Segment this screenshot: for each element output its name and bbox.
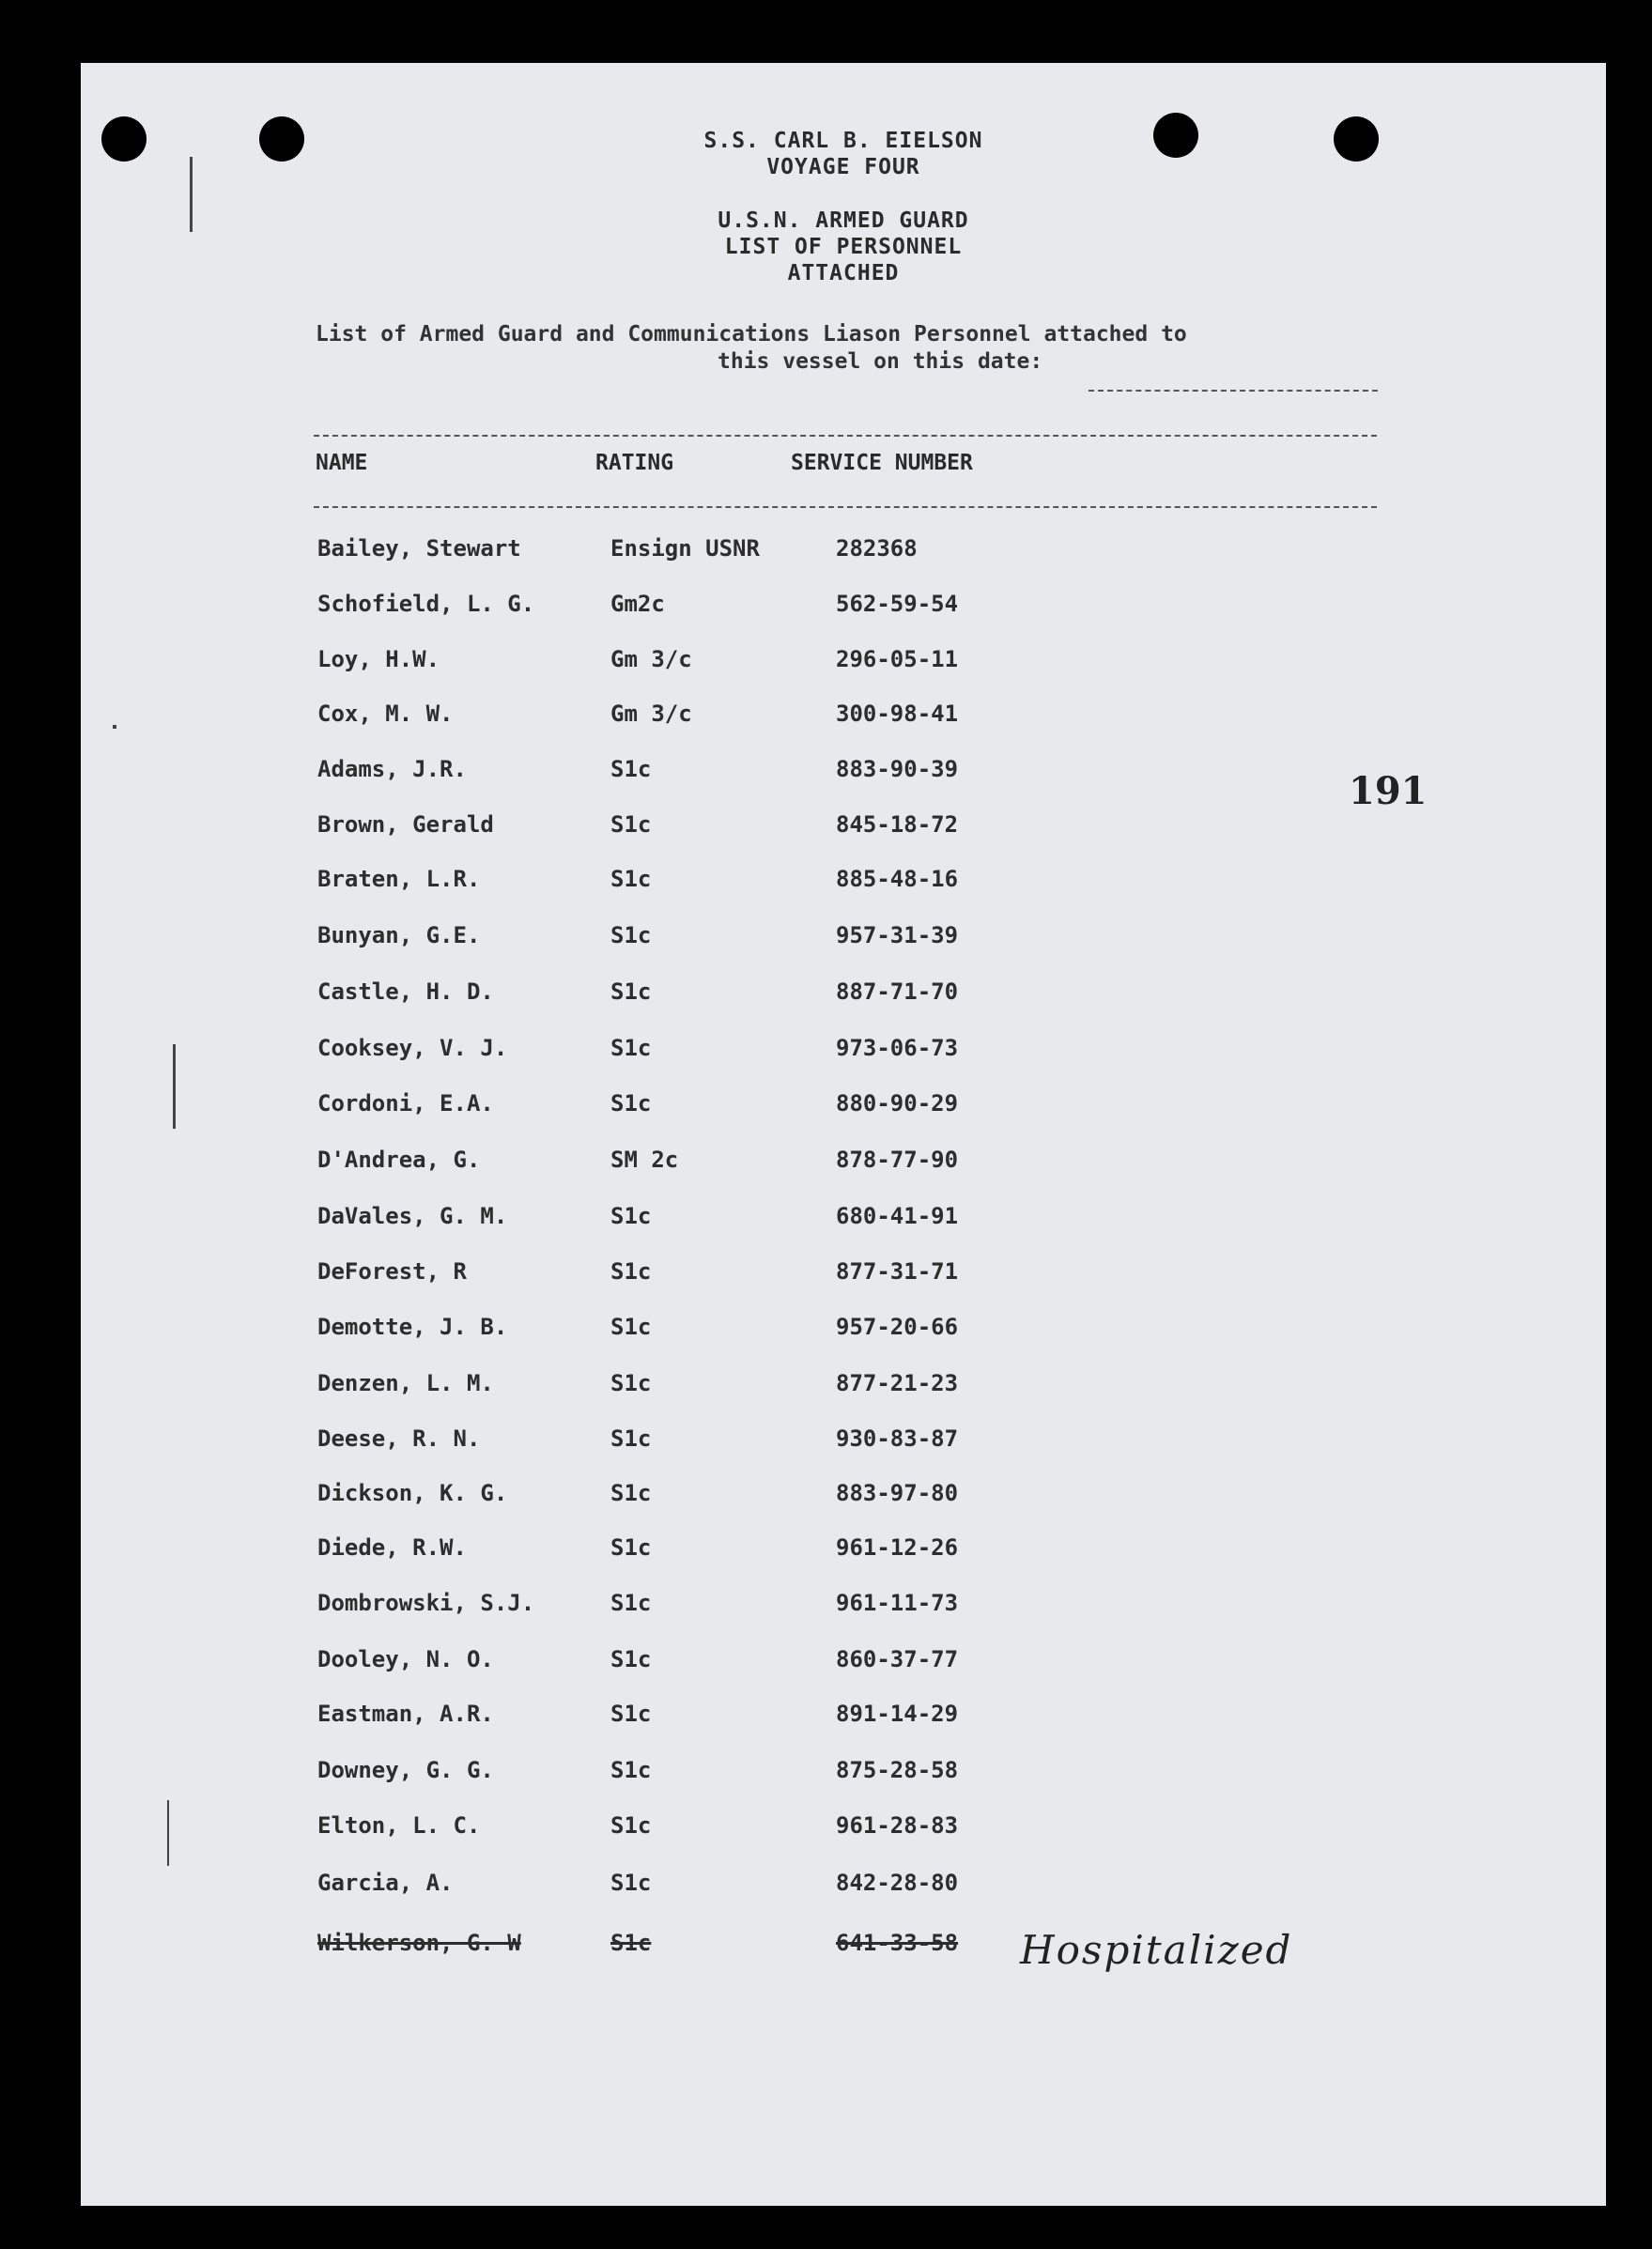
row-name: Bailey, Stewart [317,535,521,562]
row-service-number: 885-48-16 [836,866,959,892]
table-row [81,1370,1606,1408]
row-name: Cooksey, V. J. [317,1035,508,1061]
row-name: Wilkerson, G. W [317,1930,521,1956]
row-name: Diede, R.W. [317,1534,467,1561]
row-service-number: 875-28-58 [836,1757,959,1783]
table-row [81,811,1606,849]
table-row-struck [81,1930,1606,1967]
row-name: Dickson, K. G. [317,1480,508,1506]
row-name: Braten, L.R. [317,866,481,892]
row-service-number: 883-90-39 [836,756,959,782]
table-row [81,1701,1606,1738]
intro-line-1: List of Armed Guard and Communications Liason Personnel attached to [316,322,1187,347]
row-service-number: 891-14-29 [836,1701,959,1727]
row-rating: S1c [610,756,652,782]
table-row [81,591,1606,628]
page-number: 191 [1349,769,1428,813]
row-rating: S1c [610,1812,652,1839]
document-page [81,63,1606,2206]
row-rating: S1c [610,1480,652,1506]
table-row [81,1035,1606,1072]
row-service-number: 957-20-66 [836,1314,959,1340]
table-row [81,866,1606,903]
row-service-number: 842-28-80 [836,1870,959,1896]
table-row [81,1534,1606,1572]
row-rating: S1c [610,1930,652,1956]
row-service-number: 887-71-70 [836,978,959,1005]
row-service-number: 641-33-58 [836,1930,959,1956]
row-name: Brown, Gerald [317,811,494,838]
row-rating: S1c [610,1035,652,1061]
row-name: Demotte, J. B. [317,1314,508,1340]
row-service-number: 296-05-11 [836,646,959,672]
row-service-number: 300-98-41 [836,701,959,727]
row-name: Deese, R. N. [317,1425,481,1452]
row-service-number: 883-97-80 [836,1480,959,1506]
table-row [81,1757,1606,1795]
row-rating: SM 2c [610,1147,679,1173]
table-row [81,1147,1606,1184]
row-name: Downey, G. G. [317,1757,494,1783]
row-rating: S1c [610,1701,652,1727]
row-name: Bunyan, G.E. [317,922,481,948]
attached-title: ATTACHED [787,261,900,285]
row-service-number: 880-90-29 [836,1090,959,1117]
row-rating: Ensign USNR [610,535,760,562]
table-row [81,978,1606,1016]
row-rating: S1c [610,1090,652,1117]
row-name: Adams, J.R. [317,756,467,782]
table-row [81,1870,1606,1907]
row-service-number: 961-12-26 [836,1534,959,1561]
row-service-number: 877-21-23 [836,1370,959,1396]
table-header-rule [314,506,1377,508]
ship-name: S.S. CARL B. EIELSON [703,129,983,153]
column-header-service-number: SERVICE NUMBER [791,451,973,475]
row-name: Dooley, N. O. [317,1646,494,1672]
table-row [81,1812,1606,1850]
row-service-number: 973-06-73 [836,1035,959,1061]
row-rating: S1c [610,866,652,892]
row-name: Cox, M. W. [317,701,454,727]
row-name: DeForest, R [317,1258,467,1285]
row-rating: S1c [610,1258,652,1285]
table-row [81,1590,1606,1627]
table-top-rule [314,435,1377,437]
list-title: LIST OF PERSONNEL [724,235,963,259]
row-service-number: 878-77-90 [836,1147,959,1173]
row-name: Schofield, L. G. [317,591,535,617]
table-row [81,535,1606,573]
row-rating: S1c [610,1370,652,1396]
row-name: Cordoni, E.A. [317,1090,494,1117]
row-rating: S1c [610,1870,652,1896]
table-row [81,646,1606,684]
table-row [81,701,1606,738]
table-row [81,1258,1606,1296]
column-header-name: NAME [316,451,368,475]
row-rating: S1c [610,1425,652,1452]
row-service-number: 961-11-73 [836,1590,959,1616]
row-service-number: 845-18-72 [836,811,959,838]
row-rating: S1c [610,1646,652,1672]
row-service-number: 282368 [836,535,918,562]
row-name: Elton, L. C. [317,1812,481,1839]
armed-guard-title: U.S.N. ARMED GUARD [718,208,969,233]
row-rating: S1c [610,1757,652,1783]
voyage: VOYAGE FOUR [766,155,920,179]
table-row [81,1480,1606,1517]
row-rating: Gm 3/c [610,646,692,672]
table-row [81,922,1606,960]
row-rating: S1c [610,1590,652,1616]
table-row [81,1203,1606,1240]
row-service-number: 860-37-77 [836,1646,959,1672]
row-rating: Gm 3/c [610,701,692,727]
row-rating: S1c [610,1534,652,1561]
row-rating: S1c [610,978,652,1005]
row-rating: S1c [610,811,652,838]
column-header-rating: RATING [595,451,674,475]
row-name: DaVales, G. M. [317,1203,508,1229]
row-name: Dombrowski, S.J. [317,1590,535,1616]
row-service-number: 562-59-54 [836,591,959,617]
row-name: D'Andrea, G. [317,1147,481,1173]
intro-line-2: this vessel on this date: [718,349,1043,374]
row-service-number: 877-31-71 [836,1258,959,1285]
table-row [81,1425,1606,1463]
row-name: Loy, H.W. [317,646,440,672]
table-row [81,1090,1606,1128]
date-blank-line [1088,390,1378,392]
row-service-number: 680-41-91 [836,1203,959,1229]
row-rating: S1c [610,922,652,948]
handwritten-note: Hospitalized [1020,1927,1293,1973]
row-service-number: 961-28-83 [836,1812,959,1839]
row-name: Eastman, A.R. [317,1701,494,1727]
row-name: Garcia, A. [317,1870,454,1896]
row-name: Denzen, L. M. [317,1370,494,1396]
table-row [81,1646,1606,1684]
row-name: Castle, H. D. [317,978,494,1005]
row-rating: S1c [610,1314,652,1340]
row-rating: Gm2c [610,591,665,617]
row-service-number: 957-31-39 [836,922,959,948]
row-service-number: 930-83-87 [836,1425,959,1452]
table-row [81,1314,1606,1351]
row-rating: S1c [610,1203,652,1229]
